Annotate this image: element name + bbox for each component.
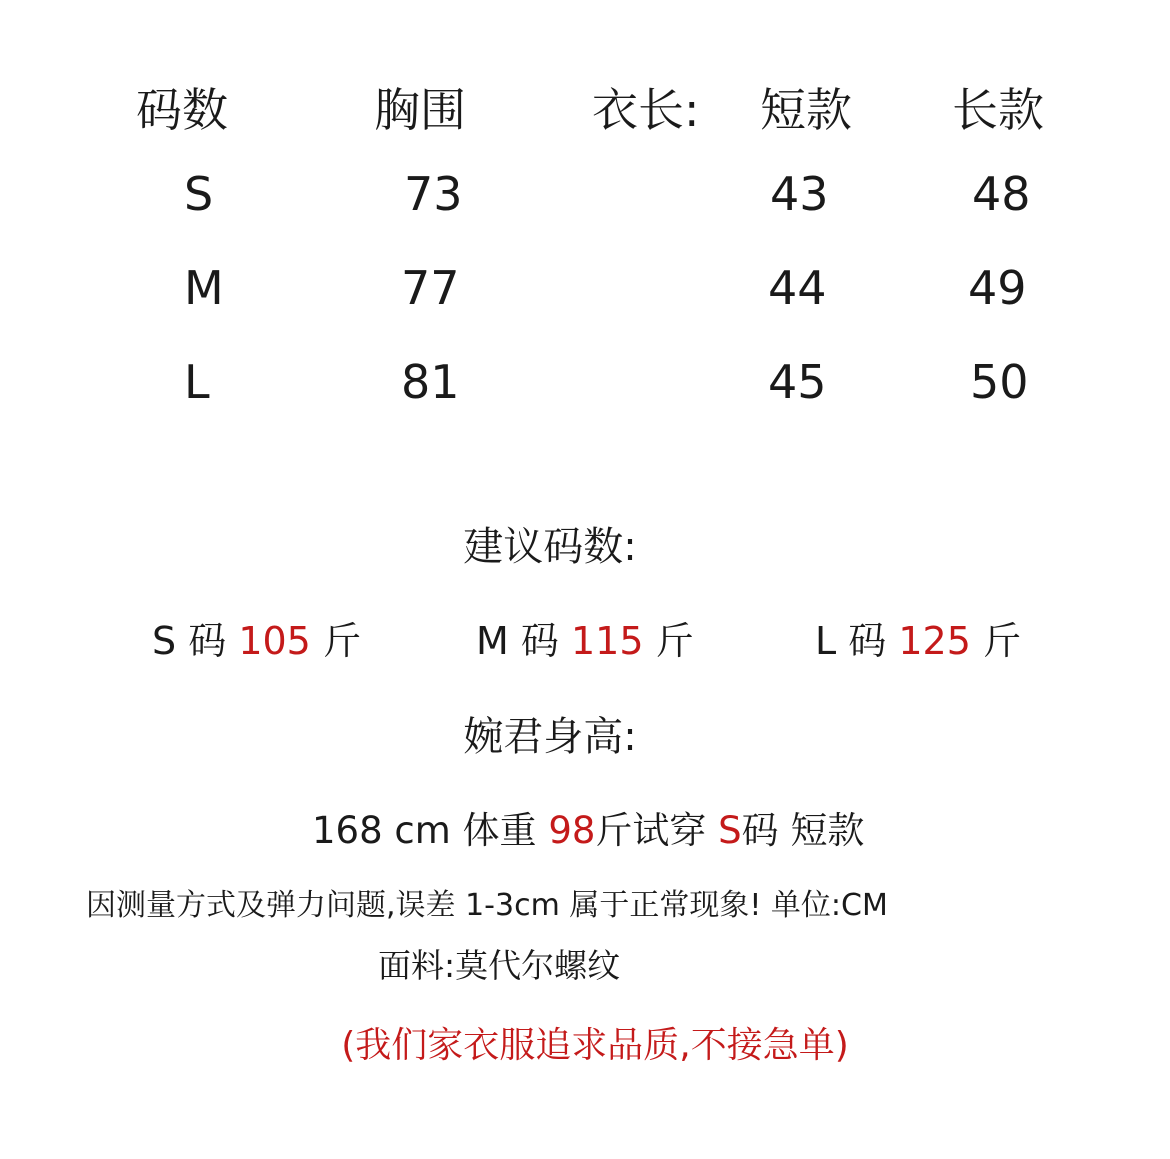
rec-weight: 105 — [238, 619, 311, 663]
header-size: 码数 — [136, 83, 228, 137]
recommendation-item-m — [476, 610, 694, 665]
rec-unit: 斤 — [983, 619, 1022, 663]
header-long: 长款 — [952, 83, 1044, 137]
model-size-suffix: 码 — [741, 809, 779, 852]
table-row-m-long: 49 — [968, 261, 1027, 315]
table-row-m-bust: 77 — [401, 261, 460, 315]
model-title: 婉君身高: — [463, 714, 637, 760]
table-row-m-short: 44 — [768, 261, 827, 315]
rec-size: L — [815, 619, 837, 663]
recommendation-title: 建议码数: — [463, 524, 637, 570]
rec-ma: 码 — [520, 619, 559, 663]
rec-unit: 斤 — [322, 619, 361, 663]
slogan: (我们家衣服追求品质,不接急单) — [341, 1025, 849, 1066]
model-height: 168 cm — [312, 809, 451, 852]
model-style: 短款 — [790, 809, 865, 852]
rec-ma: 码 — [188, 619, 227, 663]
table-row-s-long: 48 — [972, 167, 1031, 221]
rec-weight: 125 — [898, 619, 971, 663]
model-tried-label: 斤试穿 — [595, 809, 707, 852]
table-row-l-long: 50 — [970, 355, 1029, 409]
recommendation-item-s — [152, 610, 361, 665]
rec-weight: 115 — [571, 619, 644, 663]
rec-ma: 码 — [848, 619, 887, 663]
header-length-label: 衣长: — [592, 83, 700, 137]
model-info — [312, 800, 864, 854]
recommendation-item-l — [815, 610, 1021, 665]
table-row-s-short: 43 — [770, 167, 829, 221]
table-row-l-size: L — [184, 355, 210, 409]
model-weight: 98 — [548, 809, 596, 852]
table-row-s-size: S — [184, 167, 214, 221]
table-row-m-size: M — [184, 261, 224, 315]
model-weight-label: 体重 — [462, 809, 537, 852]
table-row-l-short: 45 — [768, 355, 827, 409]
header-short: 短款 — [760, 83, 852, 137]
table-row-l-bust: 81 — [401, 355, 460, 409]
rec-size: S — [152, 619, 177, 663]
model-size: S — [718, 809, 742, 852]
fabric-info: 面料:莫代尔螺纹 — [378, 946, 621, 985]
rec-unit: 斤 — [655, 619, 694, 663]
measurement-note: 因测量方式及弹力问题,误差 1-3cm 属于正常现象! 单位:CM — [86, 888, 888, 923]
header-bust: 胸围 — [374, 83, 466, 137]
rec-size: M — [476, 619, 509, 663]
table-row-s-bust: 73 — [404, 167, 463, 221]
